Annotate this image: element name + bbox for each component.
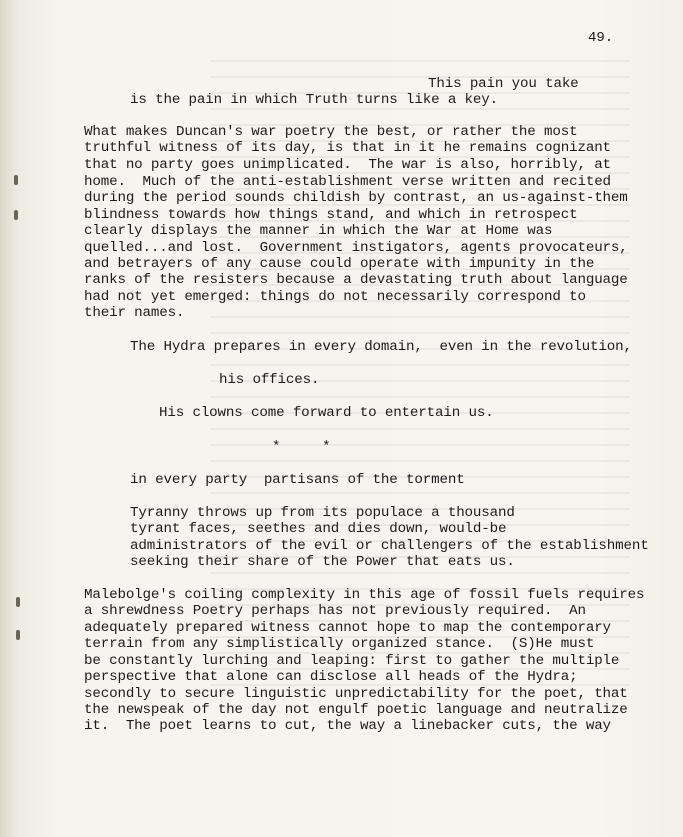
paragraph-line: that no party goes unimplicated. The war is also, horribly, at (84, 157, 611, 173)
paragraph-line: secondly to secure linguistic unpredictability for the poet, that (84, 686, 628, 702)
paragraph-line: terrain from any simplistically organized stance. (S)He must (84, 636, 595, 652)
quote-line: is the pain in which Truth turns like a key. (130, 92, 499, 108)
poem-stanza-line: tyrant faces, seethes and dies down, would-be (130, 521, 507, 537)
paragraph-line: had not yet emerged: things do not necessarily correspond to (84, 289, 586, 305)
binding-hole-mark (16, 630, 20, 640)
paragraph-line: a shrewdness Poetry perhaps has not previously required. An (84, 603, 586, 619)
paragraph-line: What makes Duncan's war poetry the best, or rather the most (84, 124, 578, 140)
binding-hole-mark (14, 210, 18, 220)
paragraph-line: clearly displays the manner in which the War at Home was (84, 223, 553, 239)
paragraph-line: adequately prepared witness cannot hope to map the contemporary (84, 620, 611, 636)
paragraph-line: home. Much of the anti-establishment verse written and recited (84, 174, 611, 190)
paragraph-line: during the period sounds childish by contrast, an us-against-them (84, 190, 628, 206)
paragraph-line: be constantly lurching and leaping: first to gather the multiple (84, 653, 620, 669)
poem-line: His clowns come forward to entertain us. (159, 405, 494, 421)
paragraph-line: their names. (84, 305, 185, 321)
paragraph-line: quelled...and lost. Government instigators, agents provocateurs, (84, 240, 628, 256)
poem-stanza-line: seeking their share of the Power that eats us. (130, 554, 515, 570)
paragraph-line: the newspeak of the day not engulf poetic language and neutralize (84, 702, 628, 718)
section-separator: * * (272, 439, 331, 455)
poem-line: The Hydra prepares in every domain, even in the revolution, (130, 339, 632, 355)
paragraph-line: ranks of the resisters because a devastating truth about language (84, 272, 628, 288)
paragraph-line: blindness towards how things stand, and which in retrospect (84, 207, 578, 223)
poem-line: his offices. (219, 372, 320, 388)
paragraph-line: and betrayers of any cause could operate with impunity in the (84, 256, 595, 272)
paragraph-line: truthful witness of its day, is that in it he remains cognizant (84, 140, 611, 156)
binding-hole-mark (16, 597, 20, 607)
paragraph-line: Malebolge's coiling complexity in this age of fossil fuels requires (84, 587, 645, 603)
paragraph-line: perspective that alone can disclose all heads of the Hydra; (84, 669, 578, 685)
poem-line: in every party partisans of the torment (130, 472, 465, 488)
paragraph-line: it. The poet learns to cut, the way a linebacker cuts, the way (84, 718, 611, 734)
poem-stanza-line: administrators of the evil or challengers of the establishment (130, 538, 649, 554)
page-number: 49. (588, 30, 614, 46)
poem-stanza-line: Tyranny throws up from its populace a thousand (130, 505, 515, 521)
binding-hole-mark (14, 175, 18, 185)
quote-line: This pain you take (428, 76, 579, 92)
